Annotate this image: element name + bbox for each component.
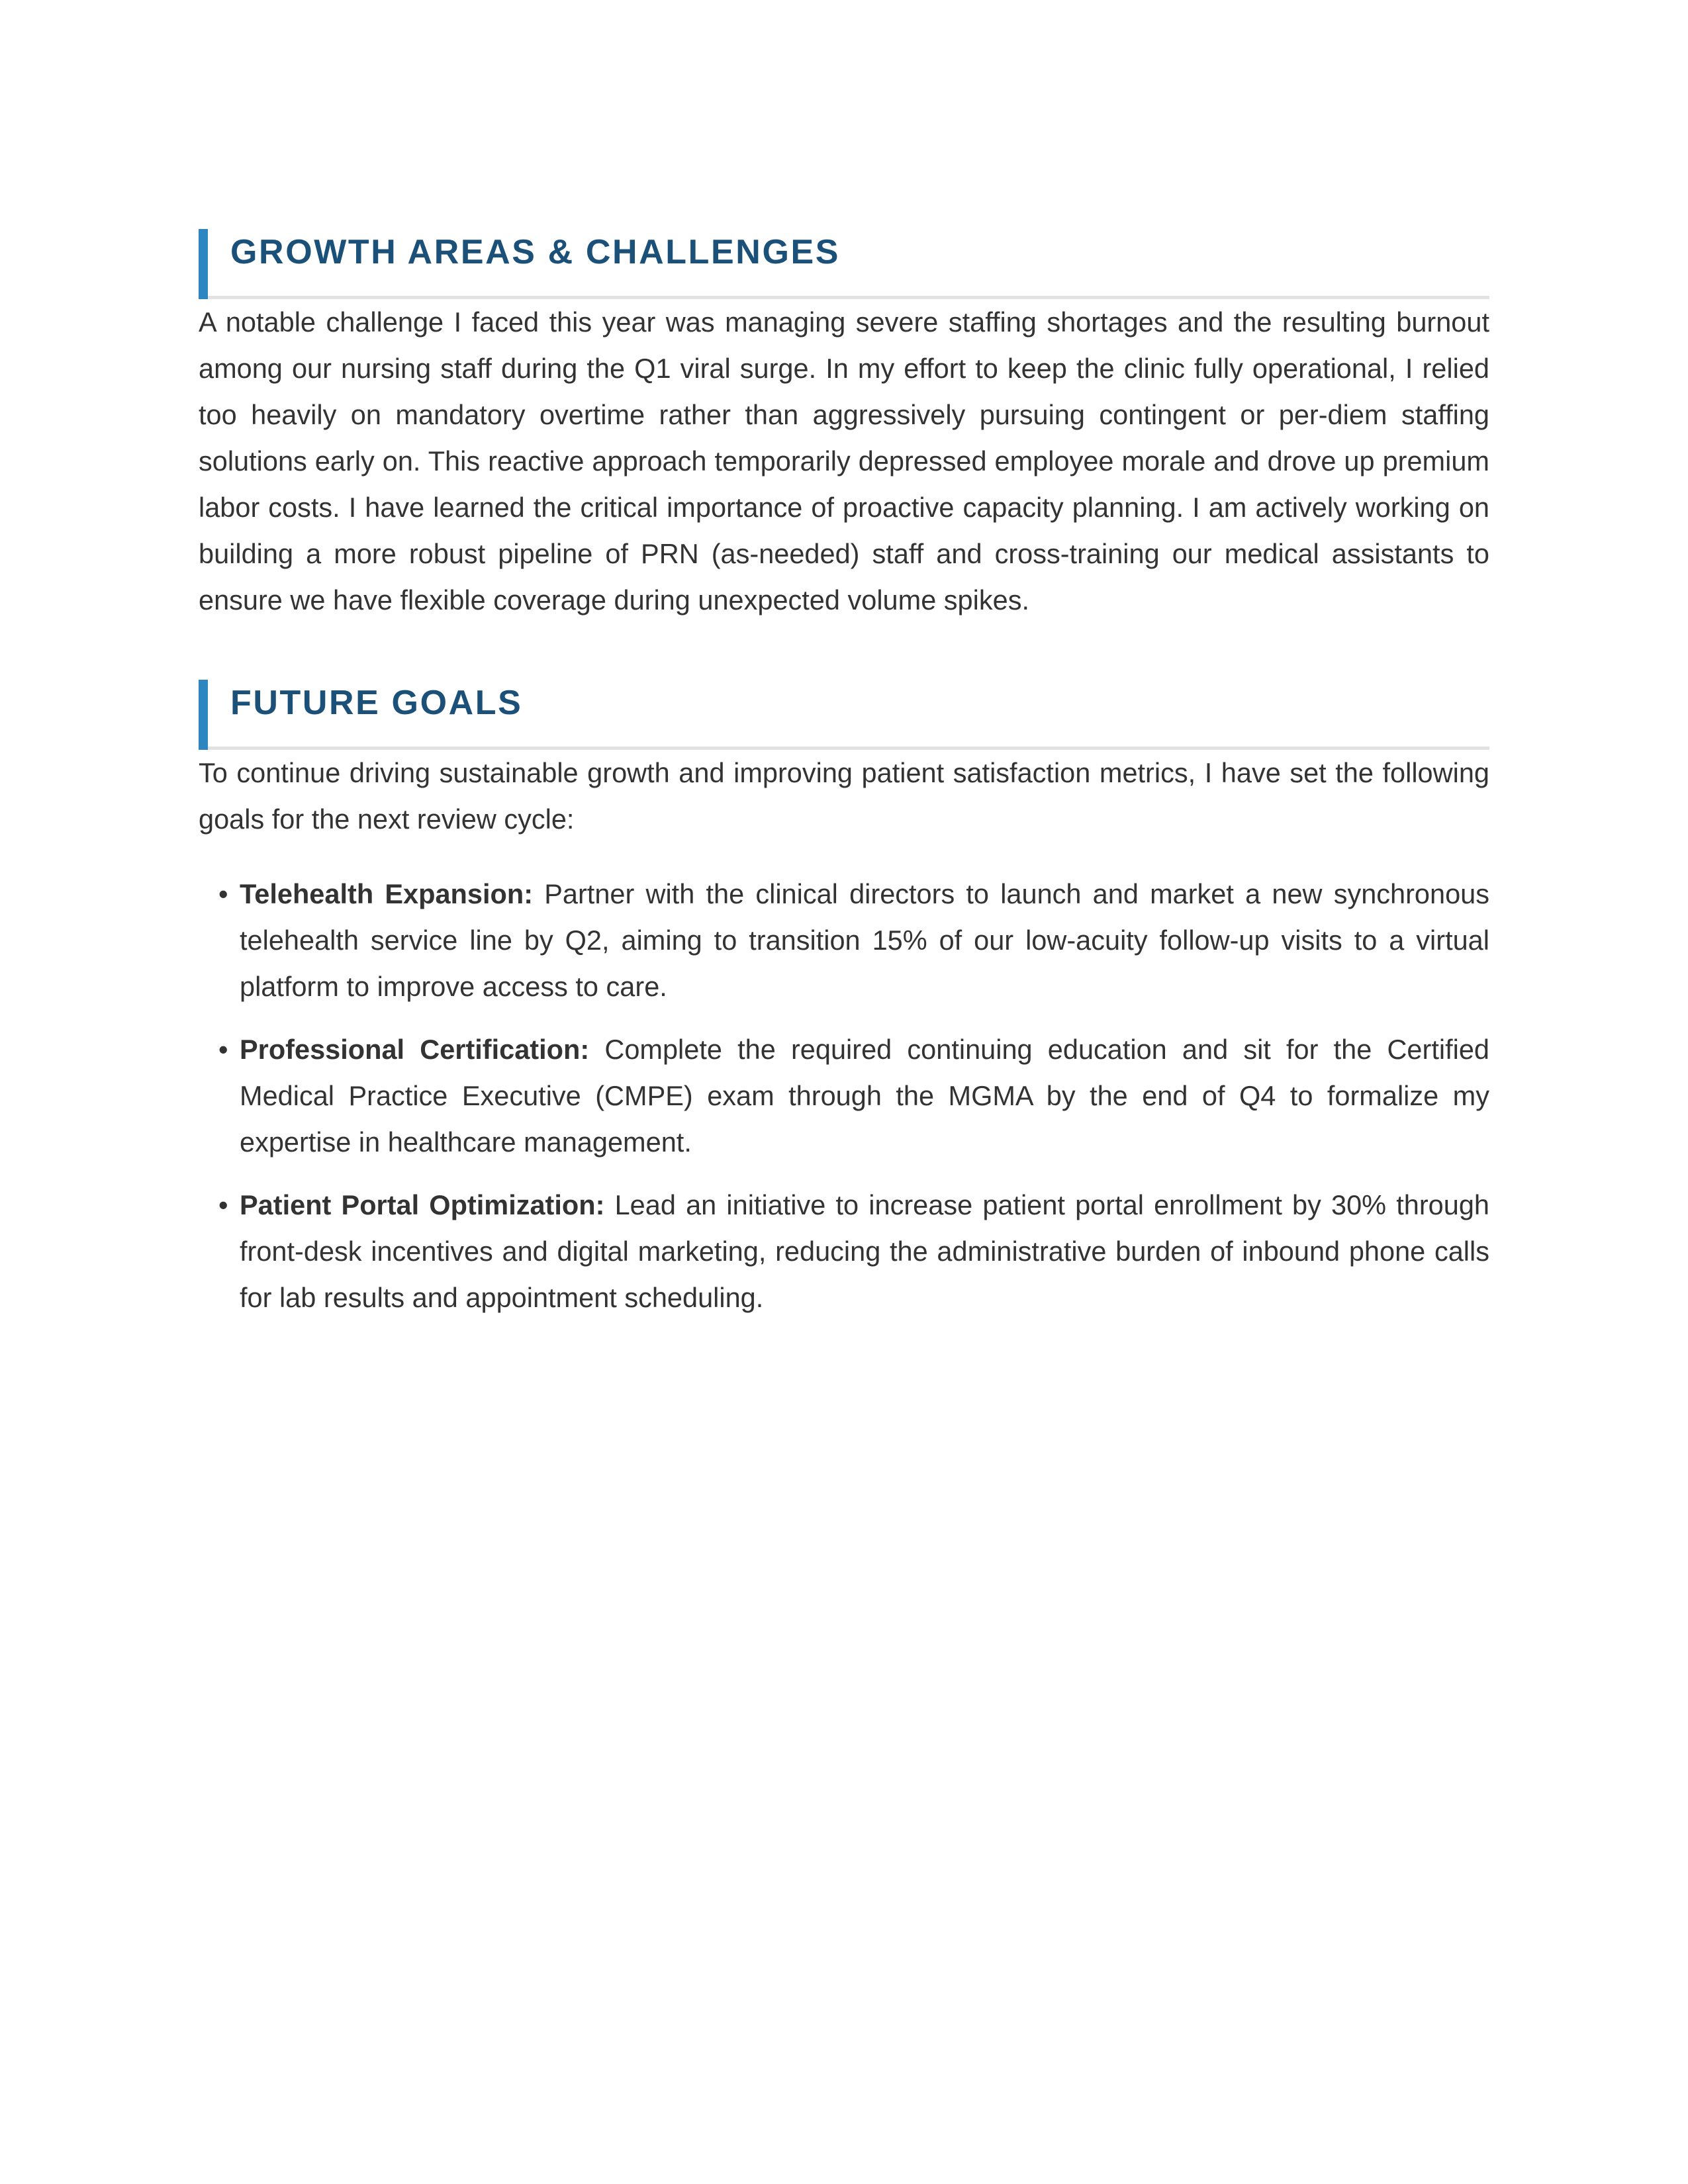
document-page [199,229,1489,1338]
bullet-icon: • [218,1034,228,1065]
bullet-icon: • [218,878,228,909]
goal-text: Partner with the clinical directors to launch and market a new synchronous telehealth service line by Q2, aiming to transition 15% of our low-acuity follow-up visits to a virtual platform to improve access to care. [240,878,1489,1002]
goal-item-portal [218,1182,1489,1321]
future-section-heading [199,680,1489,750]
goals-list [199,871,1489,1321]
goal-text: Lead an initiative to increase patient portal enrollment by 30% through front-desk incentives and digital marketing, reducing the administrative burden of inbound phone calls for lab results and appointment scheduling. [240,1189,1489,1313]
future-intro-paragraph: To continue driving sustainable growth and improving patient satisfaction metrics, I have set the following goals for the next review cycle: [199,757,1489,835]
goal-text: Complete the required continuing education and sit for the Certified Medical Practice Executive (CMPE) exam through the MGMA by the end of Q4 to formalize my expertise in healthcare management. [240,1034,1489,1158]
goal-title: Patient Portal Optimization: [240,1189,605,1220]
future-heading-title: FUTURE GOALS [230,684,523,722]
goal-item-certification [218,1026,1489,1165]
goal-title: Professional Certification: [240,1034,590,1065]
growth-heading-title: GROWTH AREAS & CHALLENGES [230,233,841,271]
goal-title: Telehealth Expansion: [240,878,534,909]
heading-accent-bar [199,229,208,299]
heading-accent-bar [199,680,208,750]
goal-item-telehealth [218,871,1489,1010]
growth-paragraph: A notable challenge I faced this year was managing severe staffing shortages and the resulting burnout among our nursing staff during the Q1 viral surge. In my effort to keep the clinic fully operational, I relied too heavily on mandatory overtime rather than aggressively pursuing contingent or per-diem staffing solutions early on. This reactive approach temporarily depressed employee morale and drove up premium labor costs. I have learned the critical importance of proactive capacity planning. I am actively working on building a more robust pipeline of PRN (as-needed) staff and cross-training our medical assistants to ensure we have flexible coverage during unexpected volume spikes. [199,306,1489,615]
bullet-icon: • [218,1189,228,1220]
growth-section-heading [199,229,1489,299]
